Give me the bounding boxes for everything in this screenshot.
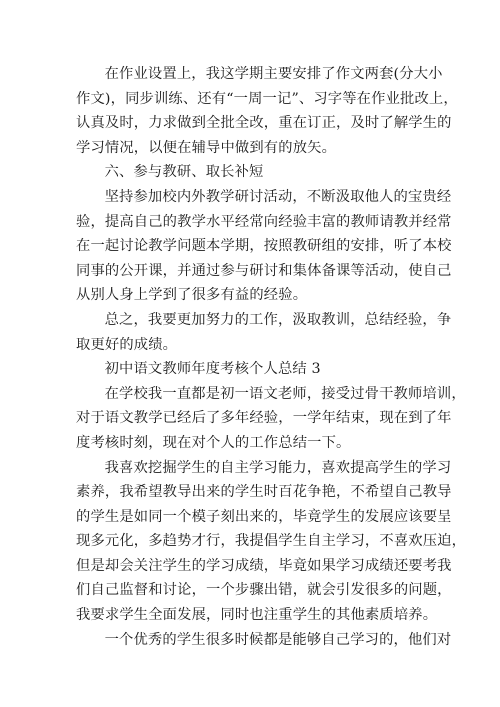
text-line: 度考核时刻，现在对个人的工作总结一下。: [76, 434, 351, 451]
paragraph-excellent-student: [76, 628, 452, 653]
text-line: 作文)，同步训练、还有“一周一记”、习字等在作业批改上，: [76, 90, 458, 107]
paragraph-homework: [76, 62, 458, 160]
text-line: 素养，我希望教导出来的学生时百花争艳，不希望自己教导: [76, 484, 452, 501]
text-line: 现多元化，多趋势才行，我提倡学生自主学习，不喜欢压迫，: [76, 533, 467, 550]
document-body: [76, 62, 467, 652]
text-line: 验，提高自己的教学水平经常向经验丰富的教师请教并经常: [76, 213, 452, 230]
text-line: 对于语文教学已经后了多年经验，一学年结束，现在到了年: [76, 410, 452, 427]
text-line: 但是却会关注学生的学习成绩，毕竟如果学习成绩还要考我: [76, 557, 452, 574]
text-line: 们自己监督和讨论，一个步骤出错，就会引发很多的问题，: [76, 582, 452, 599]
text-line: 坚持参加校内外教学研讨活动，不断汲取他人的宝贵经: [104, 188, 452, 205]
text-line: 我喜欢挖掘学生的自主学习能力，喜欢提高学生的学习: [104, 459, 452, 476]
text-line: 从别人身上学到了很多有益的经验。: [76, 287, 308, 304]
text-line: 认真及时，力求做到全批全改，重在订正，及时了解学生的: [76, 115, 452, 132]
paragraph-self-study: [76, 456, 467, 628]
document-subtitle: 初中语文教师年度考核个人总结 3: [104, 361, 321, 378]
text-line: 学习情况，以便在辅导中做到有的放矢。: [76, 139, 337, 156]
text-line: 我要求学生全面发展，同时也注重学生的其他素质培养。: [76, 607, 438, 624]
text-line: 总之，我要更加努力的工作，汲取教训，总结经验，争: [104, 311, 452, 328]
text-line: 在作业设置上，我这学期主要安排了作文两套(分大小: [104, 66, 443, 82]
paragraph-intro: [76, 382, 466, 456]
section-heading-research: 六、参与教研、取长补短: [104, 164, 264, 181]
text-line: 在一起讨论教学问题本学期，按照教研组的安排，听了本校: [76, 238, 452, 255]
text-line: 取更好的成绩。: [76, 336, 178, 353]
text-line: 的学生是如同一个模子刻出来的，毕竟学生的发展应该要呈: [76, 508, 452, 525]
paragraph-conclusion: [76, 308, 452, 357]
text-line: 在学校我一直都是初一语文老师，接受过骨干教师培训，: [104, 385, 466, 402]
paragraph-research: [76, 185, 452, 308]
text-line: 一个优秀的学生很多时候都是能够自己学习的，他们对: [104, 631, 452, 648]
text-line: 同事的公开课，并通过参与研讨和集体备课等活动，使自己: [76, 262, 452, 279]
